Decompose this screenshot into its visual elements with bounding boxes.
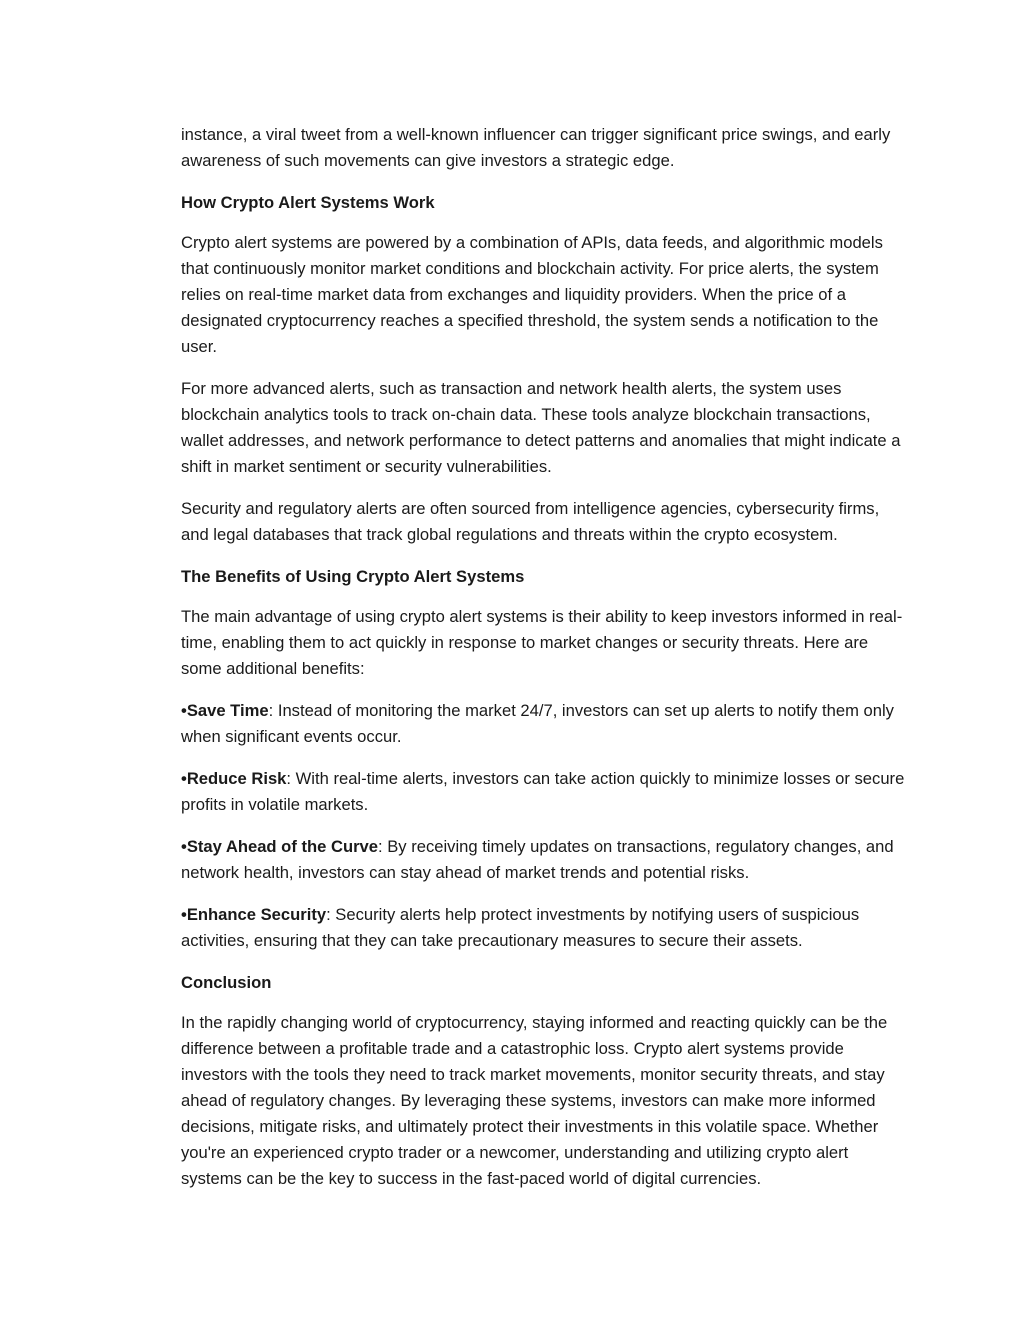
- paragraph-benefits-intro: The main advantage of using crypto alert systems is their ability to keep investors informed in real-time, enabling them to act quickly in response to market changes or security threats. Here are some additional benefits:: [181, 607, 903, 678]
- bullet-text: : Security alerts help protect investments by notifying users of suspicious activities, ensuring that they can take precautionary measures to secure their assets.: [181, 905, 860, 950]
- paragraph-conclusion: In the rapidly changing world of cryptocurrency, staying informed and reacting quickly can be the difference between a profitable trade and a catastrophic loss. Crypto alert systems provide investors with the tools they need to track market movements, monitor security threats, and stay ahead of regulatory changes. By leveraging these systems, investors can make more informed decisions, mitigate risks, and ultimately protect their investments in this volatile space. Whether you're an experienced crypto trader or a newcomer, understanding and utilizing crypto alert systems can be the key to success in the fast-paced world of digital currencies.: [181, 1013, 888, 1188]
- intro-paragraph: instance, a viral tweet from a well-known influencer can trigger significant price swings, and early awareness of such movements can give investors a strategic edge.: [181, 125, 891, 170]
- heading-conclusion: Conclusion: [181, 973, 272, 992]
- bullet-item-stay-ahead: [181, 834, 909, 886]
- bullet-item-reduce-risk: [181, 766, 909, 818]
- bullet-text: : With real-time alerts, investors can take action quickly to minimize losses or secure profits in volatile markets.: [181, 769, 905, 814]
- bullet-term: Reduce Risk: [186, 769, 287, 788]
- bullet-icon: •: [181, 837, 187, 856]
- bullet-item-enhance-security: [181, 902, 909, 954]
- bullet-icon: •: [181, 905, 187, 924]
- bullet-term: Save Time: [186, 701, 269, 720]
- bullet-term: Stay Ahead of the Curve: [186, 837, 378, 856]
- paragraph-how-1: Crypto alert systems are powered by a combination of APIs, data feeds, and algorithmic models that continuously monitor market conditions and blockchain activity. For price alerts, the system relies on real-time market data from exchanges and liquidity providers. When the price of a designated cryptocurrency reaches a specified threshold, the system sends a notification to the user.: [181, 233, 883, 356]
- paragraph-how-3: Security and regulatory alerts are often sourced from intelligence agencies, cybersecurity firms, and legal databases that track global regulations and threats within the crypto ecosystem.: [181, 499, 880, 544]
- bullet-icon: •: [181, 701, 187, 720]
- document-page: [181, 122, 909, 1208]
- heading-benefits: The Benefits of Using Crypto Alert Systems: [181, 567, 525, 586]
- bullet-item-save-time: [181, 698, 909, 750]
- bullet-text: : By receiving timely updates on transactions, regulatory changes, and network health, investors can stay ahead of market trends and potential risks.: [181, 837, 894, 882]
- heading-how-it-works: How Crypto Alert Systems Work: [181, 193, 435, 212]
- bullet-icon: •: [181, 769, 187, 788]
- bullet-text: : Instead of monitoring the market 24/7, investors can set up alerts to notify them only when significant events occur.: [181, 701, 894, 746]
- paragraph-how-2: For more advanced alerts, such as transaction and network health alerts, the system uses blockchain analytics tools to track on-chain data. These tools analyze blockchain transactions, wallet addresses, and network performance to detect patterns and anomalies that might indicate a shift in market sentiment or security vulnerabilities.: [181, 379, 901, 476]
- bullet-term: Enhance Security: [186, 905, 327, 924]
